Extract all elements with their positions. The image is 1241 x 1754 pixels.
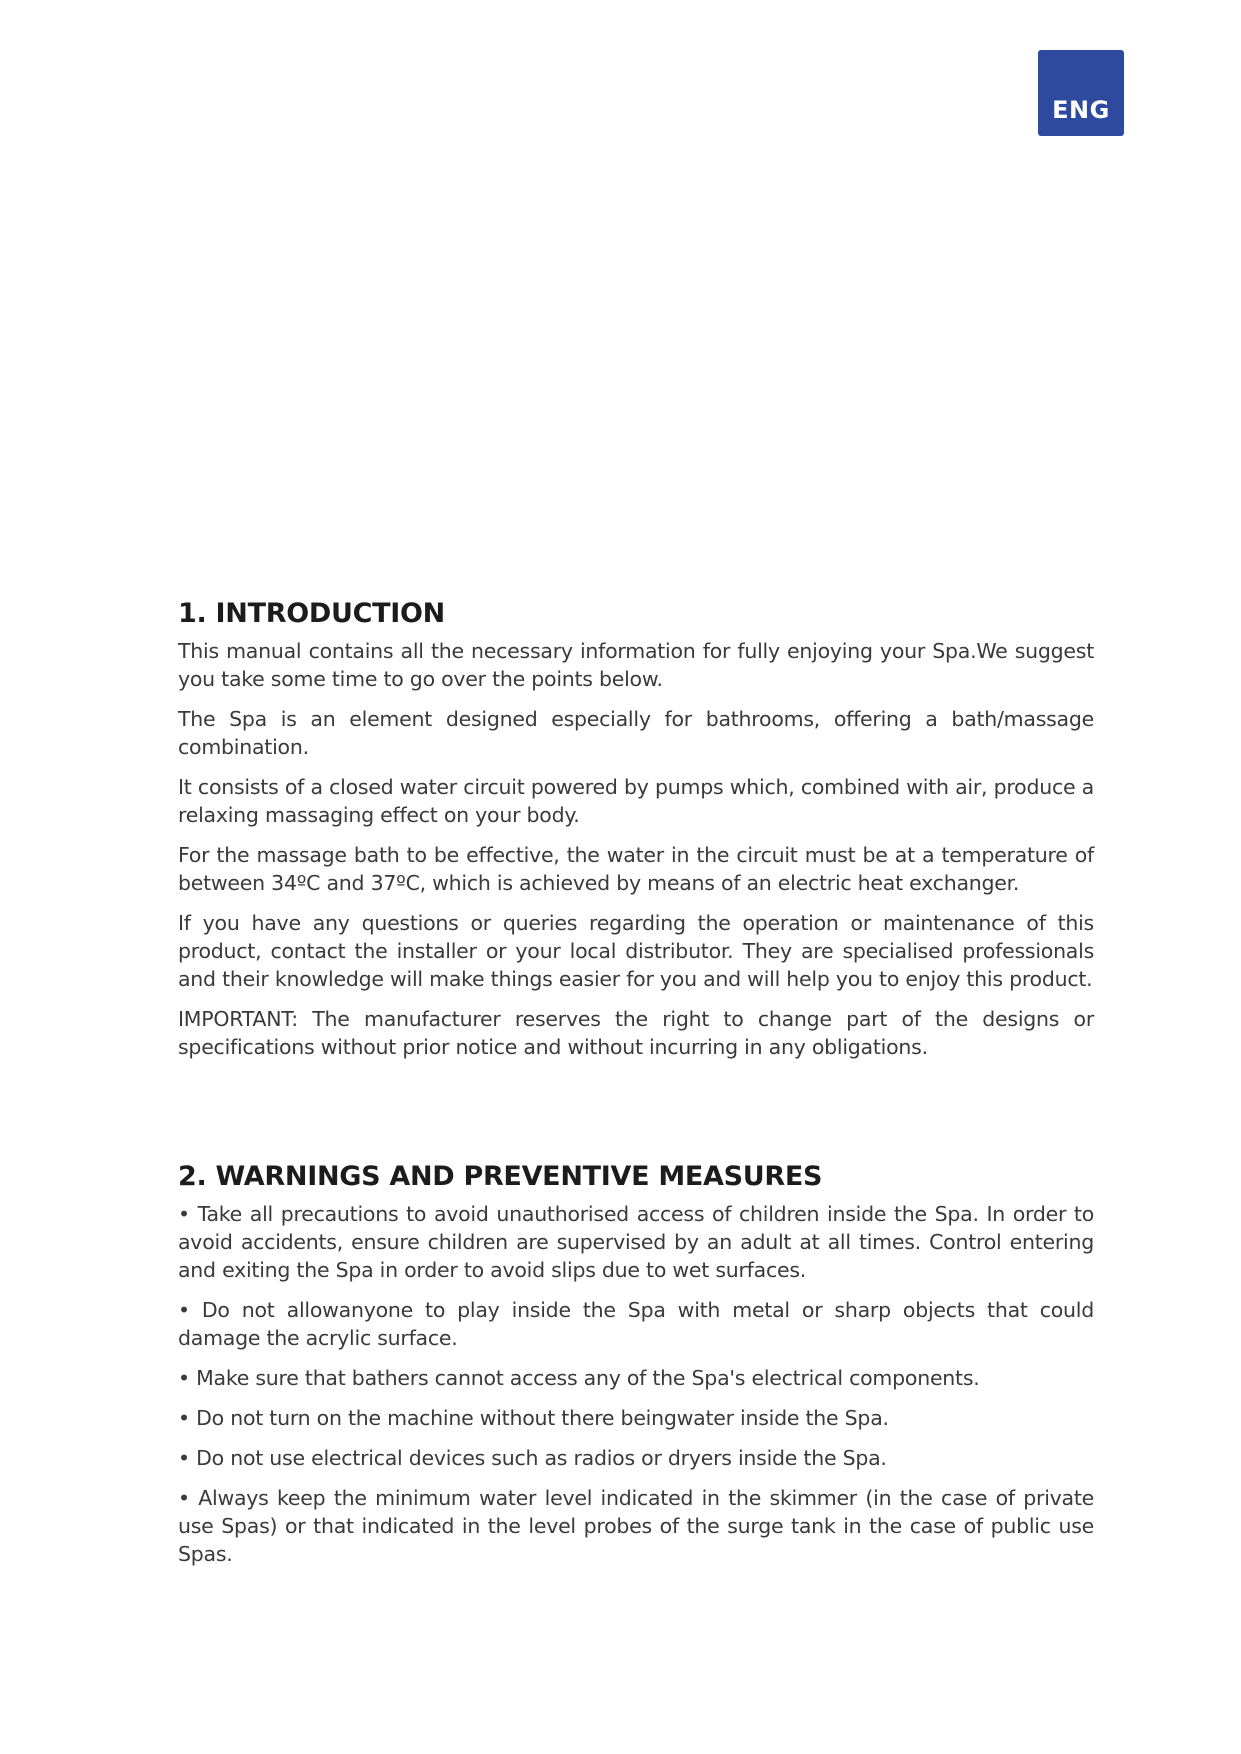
intro-paragraph-1: This manual contains all the necessary information for fully enjoying your Spa.We suggest you take some time to go over the points below. <box>178 639 1094 691</box>
introduction-title: 1. INTRODUCTION <box>178 598 445 629</box>
warnings-title: 2. WARNINGS AND PREVENTIVE MEASURES <box>178 1161 823 1192</box>
intro-paragraph-important: IMPORTANT: The manufacturer reserves the right to change part of the designs or specifications without prior notice and without incurring in any obligations. <box>178 1007 1094 1059</box>
intro-paragraph-3: It consists of a closed water circuit powered by pumps which, combined with air, produce a relaxing massaging effect on your body. <box>178 775 1094 827</box>
warnings-section <box>178 1161 1094 1580</box>
warning-item-5: • Do not use electrical devices such as radios or dryers inside the Spa. <box>178 1446 887 1470</box>
intro-paragraph-5: If you have any questions or queries regarding the operation or maintenance of this product, contact the installer or your local distributor. They are specialised professionals and their knowledge will make things easier for you and will help you to enjoy this product. <box>178 911 1094 991</box>
language-badge: ENG <box>1038 50 1124 136</box>
warning-item-4: • Do not turn on the machine without there beingwater inside the Spa. <box>178 1406 889 1430</box>
intro-paragraph-2: The Spa is an element designed especially for bathrooms, offering a bath/massage combination. <box>178 707 1094 759</box>
warning-item-3: • Make sure that bathers cannot access any of the Spa's electrical components. <box>178 1366 980 1390</box>
warning-item-2: • Do not allowanyone to play inside the Spa with metal or sharp objects that could damage the acrylic surface. <box>178 1298 1094 1350</box>
warning-item-6: • Always keep the minimum water level indicated in the skimmer (in the case of private use Spas) or that indicated in the level probes of the surge tank in the case of public use Spas. <box>178 1486 1094 1566</box>
intro-paragraph-4: For the massage bath to be effective, the water in the circuit must be at a temperature of between 34ºC and 37ºC, which is achieved by means of an electric heat exchanger. <box>178 843 1094 895</box>
warning-item-1: • Take all precautions to avoid unauthorised access of children inside the Spa. In order to avoid accidents, ensure children are supervised by an adult at all times. Control entering and exiting the Spa in order to avoid slips due to wet surfaces. <box>178 1202 1094 1282</box>
introduction-section <box>178 598 1094 1073</box>
